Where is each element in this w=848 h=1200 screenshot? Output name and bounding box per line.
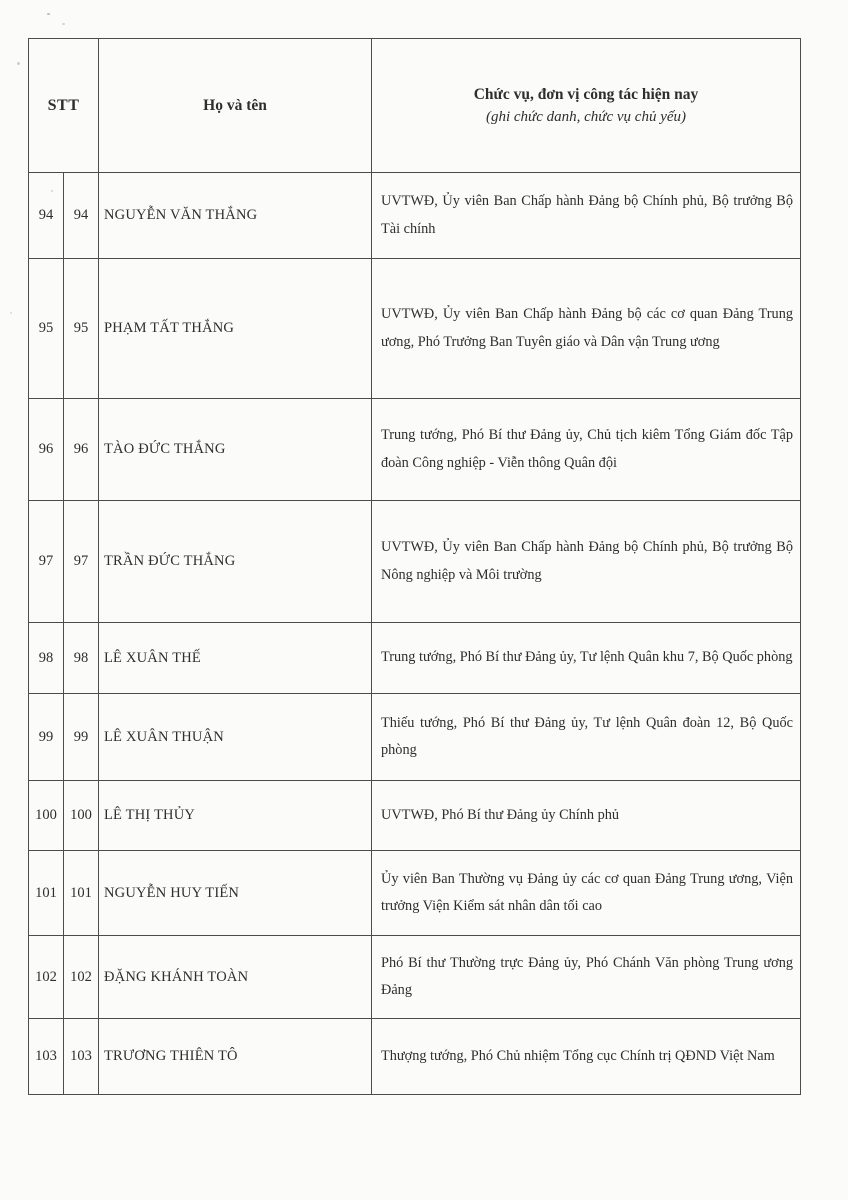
row-number-secondary-cell: 95 (64, 259, 99, 399)
header-position-subtitle: (ghi chức danh, chức vụ chủ yếu) (485, 108, 687, 125)
position-text: Phó Bí thư Thường trực Đảng ủy, Phó Chánh Văn phòng Trung ương Đảng (381, 954, 793, 998)
name-cell: ĐẶNG KHÁNH TOÀN (99, 936, 372, 1019)
position-text: Thượng tướng, Phó Chủ nhiệm Tổng cục Chính trị QĐND Việt Nam (381, 1047, 775, 1064)
position-cell (372, 781, 800, 851)
position-text: UVTWĐ, Ủy viên Ban Chấp hành Đảng bộ Chính phủ, Bộ trưởng Bộ Tài chính (381, 193, 793, 237)
row-number-secondary-cell: 99 (64, 694, 99, 781)
scan-speck (10, 312, 12, 314)
position-text: UVTWĐ, Ủy viên Ban Chấp hành Đảng bộ các cơ quan Đảng Trung ương, Phó Trưởng Ban Tuyên giáo và Dân vận Trung ương (381, 306, 793, 350)
header-name: Họ và tên (99, 39, 372, 173)
scan-speck (17, 62, 20, 65)
position-cell (372, 501, 800, 623)
row-number-cell: 94 (29, 173, 64, 259)
position-cell (372, 399, 800, 501)
scan-speck (47, 13, 50, 15)
row-number-secondary-cell: 98 (64, 623, 99, 694)
position-text: Trung tướng, Phó Bí thư Đảng ủy, Tư lệnh Quân khu 7, Bộ Quốc phòng (381, 649, 793, 666)
scan-speck (62, 23, 65, 25)
header-position (372, 39, 800, 173)
position-cell (372, 173, 800, 259)
row-number-secondary-cell: 94 (64, 173, 99, 259)
position-text: Thiếu tướng, Phó Bí thư Đảng ủy, Tư lệnh Quân đoàn 12, Bộ Quốc phòng (381, 714, 793, 758)
name-cell: TÀO ĐỨC THẮNG (99, 399, 372, 501)
position-cell (372, 694, 800, 781)
position-cell (372, 259, 800, 399)
row-number-cell: 97 (29, 501, 64, 623)
row-number-cell: 100 (29, 781, 64, 851)
personnel-table (28, 38, 801, 1095)
name-cell: LÊ XUÂN THUẬN (99, 694, 372, 781)
name-cell: LÊ XUÂN THẾ (99, 623, 372, 694)
name-cell: LÊ THỊ THỦY (99, 781, 372, 851)
name-cell: NGUYỄN VĂN THẮNG (99, 173, 372, 259)
position-cell (372, 851, 800, 936)
row-number-cell: 103 (29, 1019, 64, 1094)
row-number-cell: 95 (29, 259, 64, 399)
row-number-cell: 98 (29, 623, 64, 694)
row-number-cell: 96 (29, 399, 64, 501)
row-number-secondary-cell: 100 (64, 781, 99, 851)
position-text: Ủy viên Ban Thường vụ Đảng ủy các cơ quan Đảng Trung ương, Viện trưởng Viện Kiểm sát nhân dân tối cao (381, 870, 793, 914)
row-number-secondary-cell: 103 (64, 1019, 99, 1094)
row-number-cell: 99 (29, 694, 64, 781)
row-number-cell: 102 (29, 936, 64, 1019)
name-cell: NGUYỄN HUY TIẾN (99, 851, 372, 936)
name-cell: TRƯƠNG THIÊN TÔ (99, 1019, 372, 1094)
name-cell: PHẠM TẤT THẮNG (99, 259, 372, 399)
position-cell (372, 1019, 800, 1094)
position-cell (372, 936, 800, 1019)
position-text: UVTWĐ, Phó Bí thư Đảng ủy Chính phủ (381, 806, 620, 823)
row-number-cell: 101 (29, 851, 64, 936)
row-number-secondary-cell: 96 (64, 399, 99, 501)
row-number-secondary-cell: 101 (64, 851, 99, 936)
header-stt: STT (29, 39, 99, 173)
row-number-secondary-cell: 102 (64, 936, 99, 1019)
position-cell (372, 623, 800, 694)
name-cell: TRẦN ĐỨC THẮNG (99, 501, 372, 623)
position-text: UVTWĐ, Ủy viên Ban Chấp hành Đảng bộ Chính phủ, Bộ trưởng Bộ Nông nghiệp và Môi trường (381, 539, 793, 583)
row-number-secondary-cell: 97 (64, 501, 99, 623)
header-position-title: Chức vụ, đơn vị công tác hiện nay (473, 85, 699, 103)
position-text: Trung tướng, Phó Bí thư Đảng ủy, Chủ tịch kiêm Tổng Giám đốc Tập đoàn Công nghiệp - Viễn thông Quân đội (381, 427, 793, 471)
